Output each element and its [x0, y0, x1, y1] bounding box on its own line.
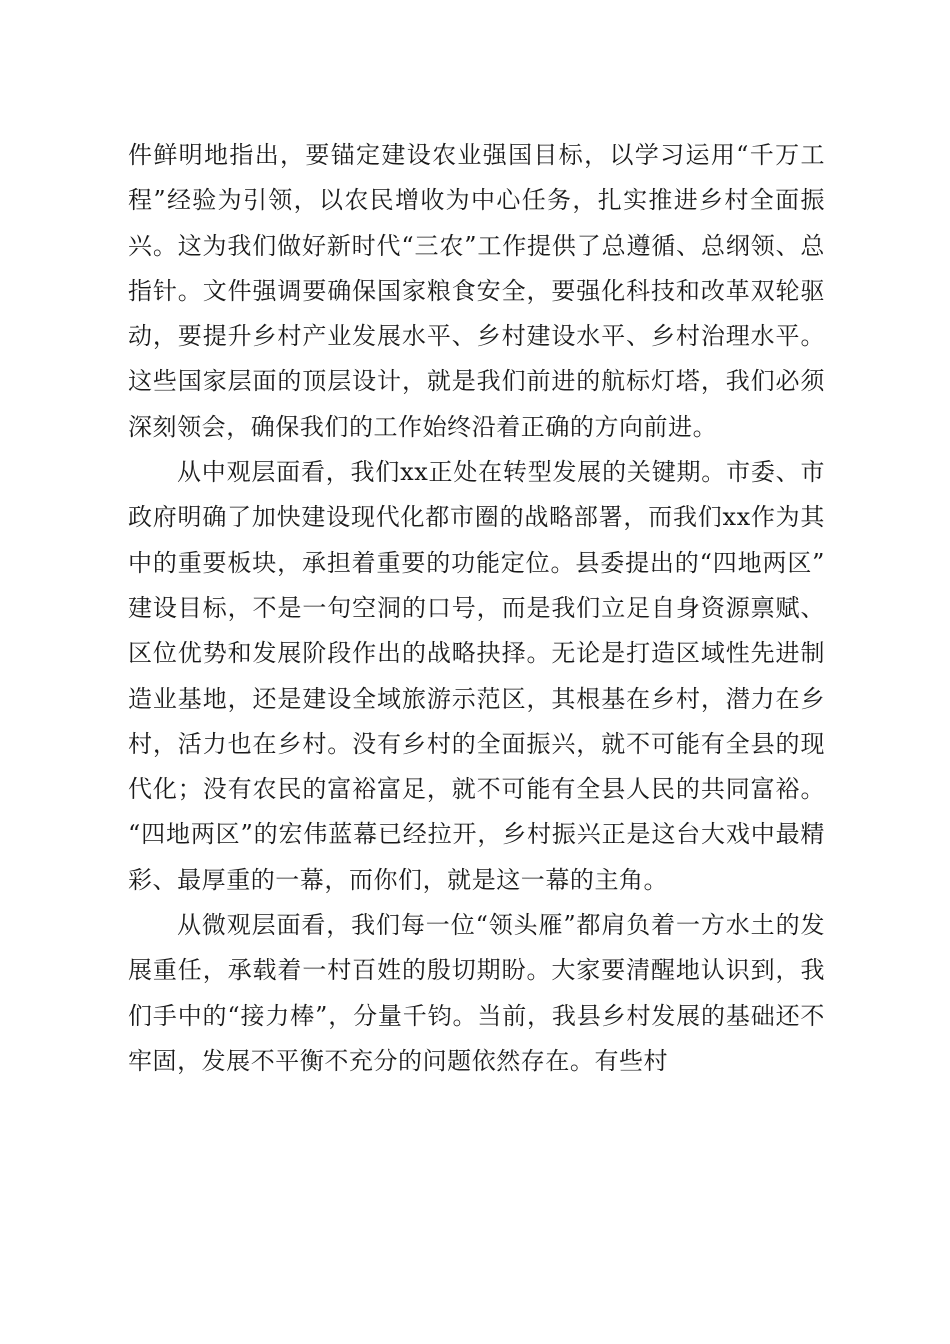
document-body — [128, 133, 825, 1084]
paragraph-micro-level: 从微观层面看，我们每一位“领头雁”都肩负着一方水土的发展重任，承载着一村百姓的殷切期盼。大家要清醒地认识到，我们手中的“接力棒”，分量千钧。当前，我县乡村发展的基础还不牢固，发展不平衡不充分的问题依然存在。有些村 — [128, 911, 825, 1075]
paragraph-continuation: 件鲜明地指出，要锚定建设农业强国目标，以学习运用“千万工程”经验为引领，以农民增收为中心任务，扎实推进乡村全面振兴。这为我们做好新时代“三农”工作提供了总遵循、总纲领、总指针。文件强调要确保国家粮食安全，要强化科技和改革双轮驱动，要提升乡村产业发展水平、乡村建设水平、乡村治理水平。这些国家层面的顶层设计，就是我们前进的航标灯塔，我们必须深刻领会，确保我们的工作始终沿着正确的方向前进。 — [128, 141, 825, 441]
paragraph-meso-level: 从中观层面看，我们xx正处在转型发展的关键期。市委、市政府明确了加快建设现代化都市圈的战略部署，而我们xx作为其中的重要板块，承担着重要的功能定位。县委提出的“四地两区”建设目标，不是一句空洞的口号，而是我们立足自身资源禀赋、区位优势和发展阶段作出的战略抉择。无论是打造区域性先进制造业基地，还是建设全域旅游示范区，其根基在乡村，潜力在乡村，活力也在乡村。没有乡村的全面振兴，就不可能有全县的现代化；没有农民的富裕富足，就不可能有全县人民的共同富裕。“四地两区”的宏伟蓝幕已经拉开，乡村振兴正是这台大戏中最精彩、最厚重的一幕，而你们，就是这一幕的主角。 — [128, 458, 825, 894]
